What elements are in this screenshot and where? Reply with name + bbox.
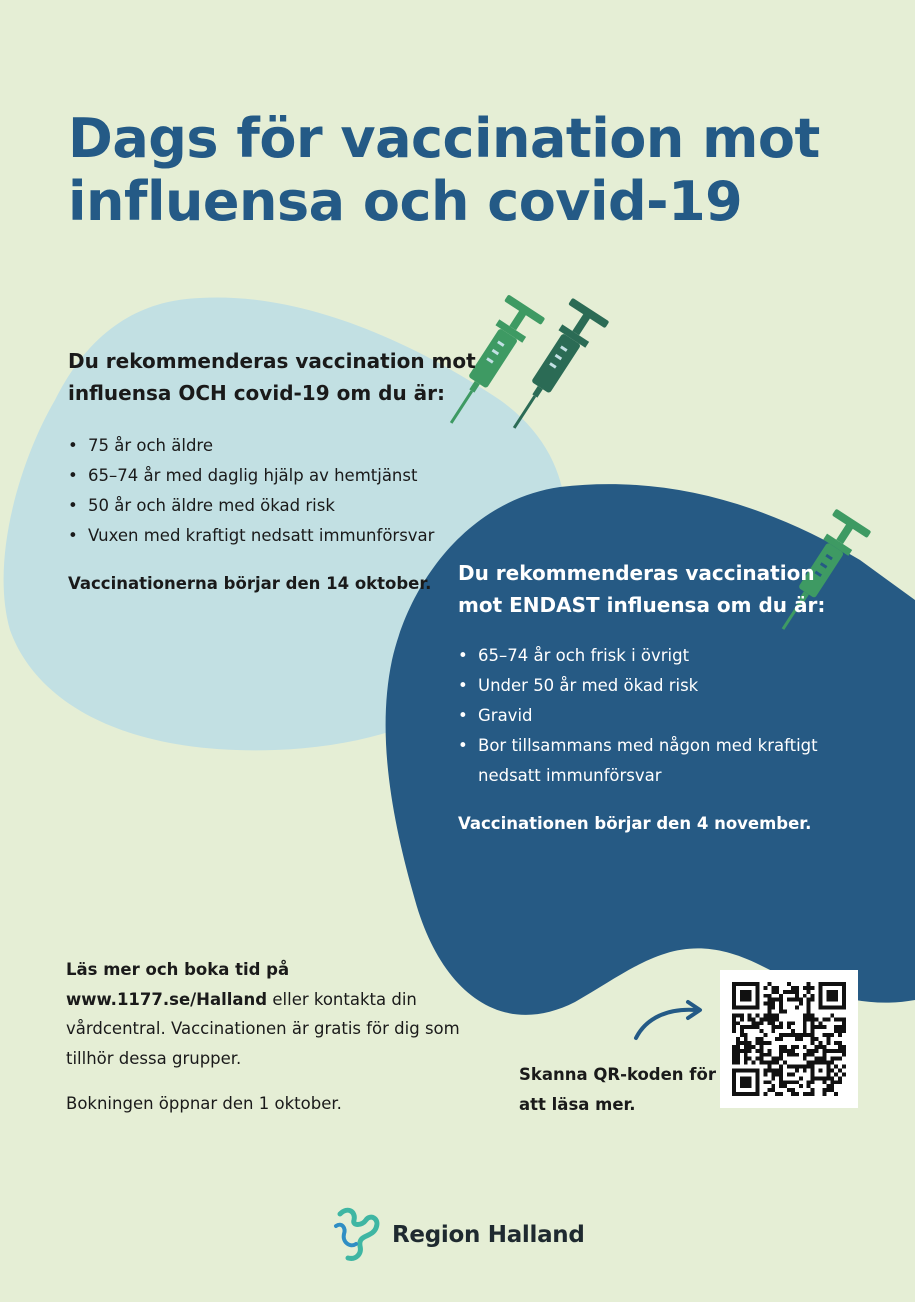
list-item: • Vuxen med kraftigt nedsatt immunförsvar	[68, 521, 488, 551]
panel-flu-list	[458, 641, 838, 791]
booking-rest: eller kontakta din vårdcentral. Vaccinationen är gratis för dig som tillhör dessa grupper.	[66, 989, 460, 1068]
poster-title: Dags för vaccination mot influensa och covid-19	[68, 107, 820, 233]
booking-link[interactable]: www.1177.se/Halland	[66, 989, 268, 1009]
list-item: • Under 50 år med ökad risk	[458, 671, 838, 701]
region-halland-logo-icon	[332, 1204, 384, 1264]
qr-label: Skanna QR-koden för att läsa mer.	[519, 1065, 716, 1114]
list-item: • Gravid	[458, 701, 838, 731]
booking-opening: Bokningen öppnar den 1 oktober.	[66, 1094, 342, 1113]
booking-lead: Läs mer och boka tid på	[66, 960, 290, 979]
panel-both-start-date: Vaccinationerna börjar den 14 oktober.	[68, 574, 432, 593]
qr-code[interactable]	[720, 970, 858, 1108]
curved-arrow-icon	[628, 994, 708, 1044]
list-item: • 65–74 år med daglig hjälp av hemtjänst	[68, 461, 488, 491]
booking-info	[66, 955, 466, 1119]
qr-code-icon	[732, 982, 846, 1096]
panel-influenza-and-covid	[68, 345, 488, 599]
panel-both-heading: Du rekommenderas vaccination mot influensa OCH covid-19 om du är:	[68, 349, 476, 405]
list-item: • 50 år och äldre med ökad risk	[68, 491, 488, 521]
panel-influenza-only	[458, 557, 838, 839]
panel-both-list	[68, 431, 488, 551]
panel-flu-heading: Du rekommenderas vaccination mot ENDAST influensa om du är:	[458, 561, 826, 617]
booking-paragraph	[66, 955, 466, 1073]
panel-flu-start-date: Vaccinationen börjar den 4 november.	[458, 814, 812, 833]
list-item: • 75 år och äldre	[68, 431, 488, 461]
syringe-icon-dark	[496, 298, 610, 440]
list-item: • 65–74 år och frisk i övrigt	[458, 641, 838, 671]
list-item: • Bor tillsammans med någon med kraftigt nedsatt immunförsvar	[458, 731, 838, 791]
region-halland-logo	[332, 1204, 592, 1264]
logo-text: Region Halland	[392, 1222, 585, 1248]
